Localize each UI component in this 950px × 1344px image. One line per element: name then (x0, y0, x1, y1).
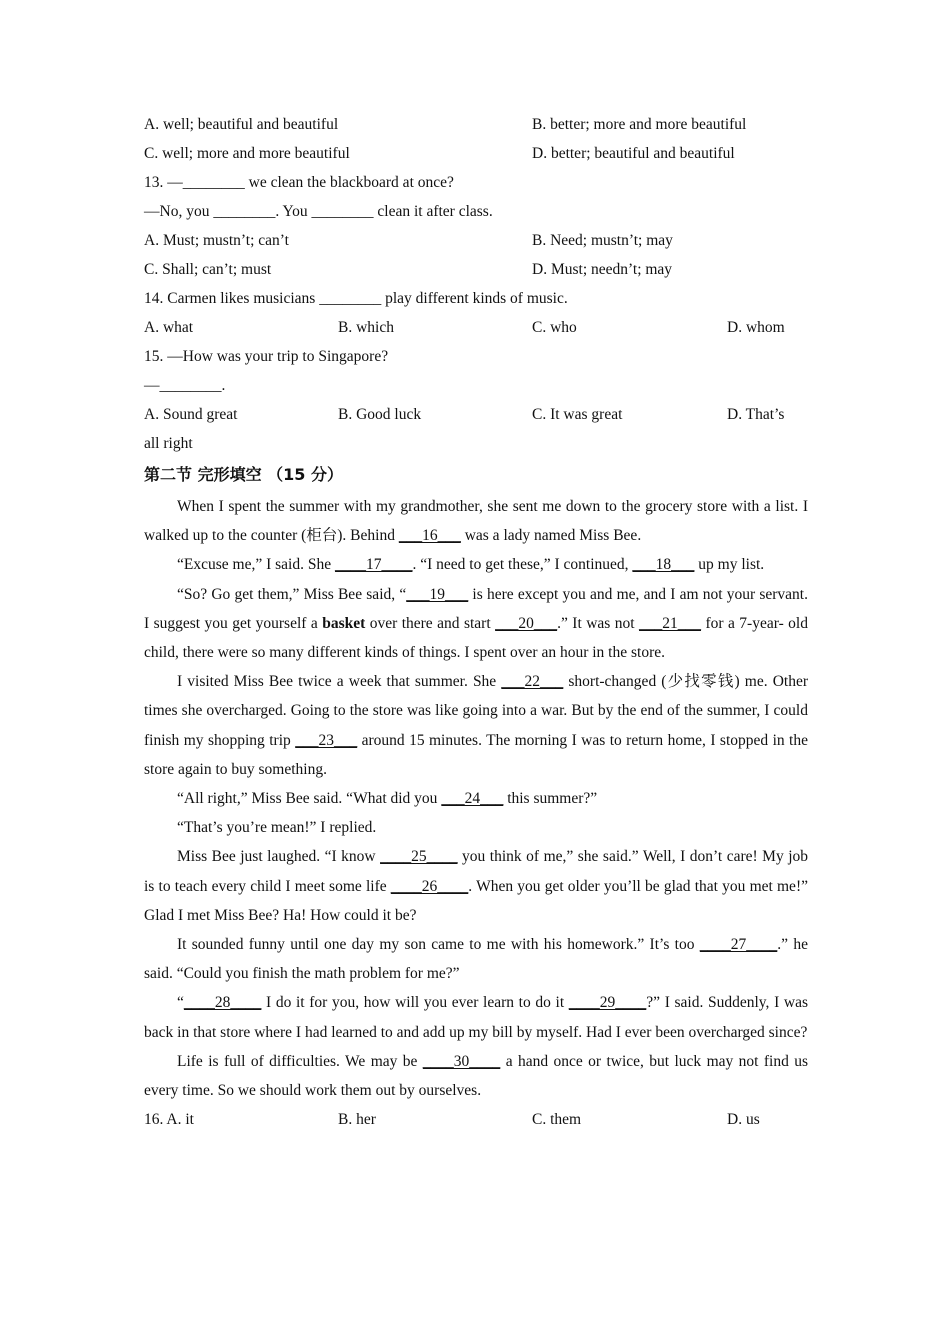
passage-text: was a lady named Miss Bee. (460, 527, 642, 545)
blank-26: ____26____ (390, 877, 469, 895)
q14-option-d: D. whom (727, 319, 785, 336)
passage-paragraph-6: “That’s you’re mean!” I replied. (177, 819, 377, 837)
passage-paragraph-4 (144, 667, 808, 784)
q15-stem-1: 15. —How was your trip to Singapore? (144, 348, 389, 365)
q16-option-d: D. us (727, 1111, 760, 1129)
passage-text: When I spent the summer with my grandmother, she sent me down to the grocery store with a list. I walked up to the counter (柜台). Behind (144, 498, 808, 545)
passage-paragraph-8 (144, 930, 808, 988)
blank-19: ___19___ (406, 585, 469, 603)
q12-option-d: D. better; beautiful and beautiful (532, 145, 735, 162)
passage-text: for a 7-year- old child, there were so many different kinds of things. I spent over an hour in the store. (144, 614, 808, 662)
q15-option-d-continued: all right (144, 435, 193, 452)
passage-text: “So? Go get them,” Miss Bee said, “ (177, 585, 407, 603)
q15-option-d: D. That’s (727, 406, 785, 423)
q12-option-b: B. better; more and more beautiful (532, 116, 747, 133)
passage-text: “Excuse me,” I said. She (177, 556, 335, 574)
blank-24: ___24___ (441, 790, 504, 808)
passage-text: ?” I said. Suddenly, I was back in that store where I had learned to and add up my bill by myself. Had I ever been overcharged since? (144, 994, 808, 1041)
passage-text: I do it for you, how will you ever learn to do it (261, 994, 569, 1012)
blank-27: ____27____ (699, 936, 778, 954)
q16-options-row (144, 1105, 808, 1134)
passage-text: Life is full of difficulties. We may be (177, 1052, 423, 1070)
q15-option-c: C. It was great (532, 406, 623, 423)
passage-text: you think of me,” she said.” Well, I don’t care! My job is to teach every child I meet some life (144, 848, 808, 895)
q16-option-c: C. them (532, 1111, 582, 1129)
q13-options-row-1 (144, 226, 808, 255)
q14-option-c: C. who (532, 319, 577, 336)
q13-option-b: B. Need; mustn’t; may (532, 232, 673, 249)
passage-paragraph-7 (144, 842, 808, 930)
passage-text: over there and start (365, 614, 496, 632)
passage-paragraph-3 (144, 580, 808, 668)
passage-text: . “I need to get these,” I continued, (412, 556, 633, 574)
passage-text: . When you get older you’ll be glad that you met me!” Glad I met Miss Bee? Ha! How could it be? (144, 877, 808, 924)
passage-paragraph-2 (144, 550, 808, 579)
bold-word-basket: basket (322, 614, 366, 632)
q16-option-b: B. her (338, 1111, 376, 1129)
passage-text: this summer?” (503, 790, 598, 808)
q13-option-c: C. Shall; can’t; must (144, 261, 272, 278)
blank-22: ___22___ (501, 673, 564, 691)
section-heading: 第二节 完形填空 （15 分） (144, 465, 343, 484)
blank-25: ____25____ (380, 848, 458, 866)
q13-stem-1: 13. —________ we clean the blackboard at once? (144, 174, 454, 191)
blank-30: ____30____ (422, 1052, 501, 1070)
blank-29: ____29____ (568, 994, 647, 1012)
blank-21: ___21___ (639, 614, 702, 632)
q12-options-row-1 (144, 110, 808, 139)
q13-option-d: D. Must; needn’t; may (532, 261, 673, 278)
passage-paragraph-9 (144, 988, 808, 1046)
q14-option-a: A. what (144, 319, 194, 336)
q13-options-row-2 (144, 255, 808, 284)
passage-text: around 15 minutes. The morning I was to return home, I stopped in the store again to buy something. (144, 731, 808, 778)
passage-text: up my list. (694, 556, 765, 574)
passage-text: “All right,” Miss Bee said. “What did you (177, 790, 442, 808)
passage-paragraph-5 (144, 784, 808, 813)
q13-stem-2: —No, you ________. You ________ clean it after class. (144, 203, 493, 220)
q12-option-c: C. well; more and more beautiful (144, 145, 350, 162)
q14-option-b: B. which (338, 319, 394, 336)
passage-text: I visited Miss Bee twice a week that summer. She (177, 673, 502, 691)
passage-text: .” he said. “Could you finish the math problem for me?” (144, 936, 808, 983)
blank-16: ___16___ (398, 527, 461, 545)
passage-text: It sounded funny until one day my son came to me with his homework.” It’s too (177, 936, 700, 954)
passage-text: Miss Bee just laughed. “I know (177, 848, 381, 866)
q14-options-row (144, 313, 808, 342)
blank-20: ___20___ (495, 614, 558, 632)
q14-stem: 14. Carmen likes musicians ________ play different kinds of music. (144, 290, 568, 307)
passage-text: short-changed (少找零钱) me. Other times she overcharged. Going to the store was like going into a war. But by the end of the summer, I could finish my shopping trip (144, 673, 808, 749)
passage-text: is here except you and me, and I am not your servant. I suggest you get yourself a (144, 585, 808, 632)
q12-options-row-2 (144, 139, 808, 168)
passage-paragraph-1 (144, 492, 808, 550)
q15-option-a: A. Sound great (144, 406, 238, 423)
passage-paragraph-10 (144, 1047, 808, 1105)
q15-stem-2: —________. (144, 377, 226, 394)
q15-option-b: B. Good luck (338, 406, 422, 423)
blank-18: ___18___ (632, 556, 695, 574)
passage-text: “ (177, 994, 184, 1012)
passage-text: a hand once or twice, but luck may not find us every time. So we should work them out by ourselves. (144, 1052, 808, 1100)
q15-options-row (144, 400, 808, 429)
blank-17: ____17____ (334, 556, 413, 574)
q16-option-a: 16. A. it (144, 1111, 194, 1129)
q12-option-a: A. well; beautiful and beautiful (144, 116, 339, 133)
passage-text: .” It was not (557, 614, 640, 632)
q13-option-a: A. Must; mustn’t; can’t (144, 232, 289, 249)
exam-page (144, 110, 808, 1134)
blank-23: ___23___ (295, 731, 358, 749)
blank-28: ____28____ (183, 994, 262, 1012)
